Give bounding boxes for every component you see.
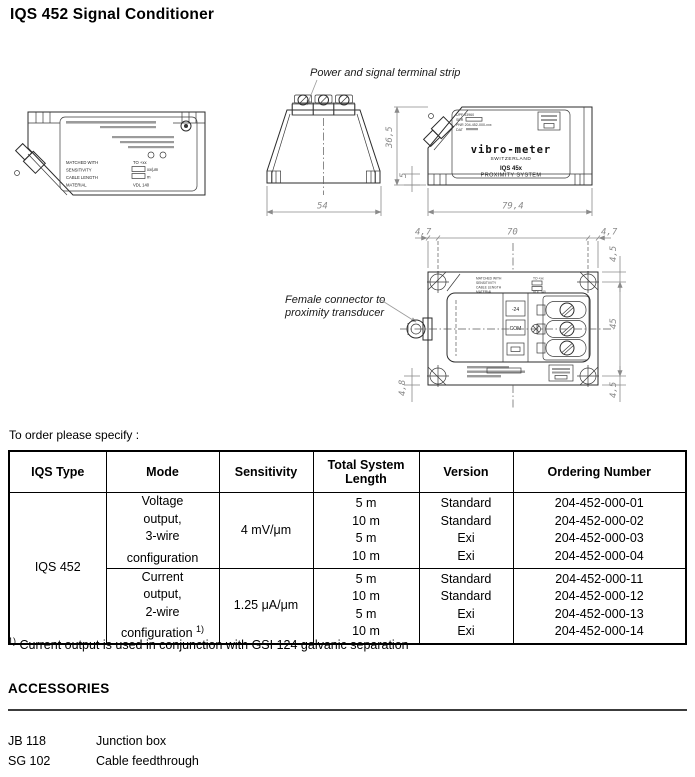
- label-switzerland: SWITZERLAND: [490, 157, 532, 162]
- header-iqs-type: IQS Type: [9, 451, 106, 493]
- dim-54: 54: [317, 201, 328, 212]
- label-unit-m: m: [147, 174, 151, 180]
- mode-line: output,: [143, 511, 182, 526]
- cell-ordering-current: [513, 568, 686, 644]
- header-total-system-length: Total System Length: [313, 451, 419, 493]
- cell-mode-current: [106, 568, 219, 644]
- label-to: TO +xx: [533, 276, 544, 281]
- table-row-voltage: [9, 493, 686, 569]
- label-unit-mv: xx/μm: [147, 167, 159, 172]
- mode-line: configuration: [126, 550, 199, 565]
- mode-line: Voltage: [141, 494, 184, 508]
- annotation-connector-1: Female connector to: [285, 294, 386, 306]
- dim-79-4: 79,4: [502, 201, 524, 212]
- ordering-number: 204-452-000-13: [554, 606, 644, 621]
- label-vdl: VDL 140: [133, 182, 150, 188]
- cell-sensitivity-voltage: 4 mV/μm: [219, 493, 313, 569]
- ordering-number: 204-452-000-14: [554, 624, 644, 639]
- ordering-number: 204-452-000-12: [554, 589, 644, 604]
- mode-line: configuration $^{1)}$: [120, 624, 205, 641]
- dim-70: 70: [507, 227, 518, 238]
- length-value: 10 m: [352, 513, 380, 528]
- label-matched-with: MATCHED WITH: [476, 276, 502, 281]
- page-title: IQS 452 Signal Conditioner: [10, 6, 215, 23]
- version-value: Exi: [457, 548, 475, 563]
- label-matched-with: MATCHED WITH: [66, 160, 99, 165]
- footnote-text: Current output is used in conjunction with GSI 124 galvanic separation: [19, 638, 409, 653]
- version-value: Standard: [440, 571, 492, 586]
- label-proximity-system: PROXIMITY SYSTEM: [480, 172, 542, 179]
- accessory-code: JB 118: [8, 734, 46, 748]
- header-ordering-number: Ordering Number: [513, 451, 686, 493]
- version-value: Standard: [440, 496, 492, 511]
- version-value: Standard: [440, 513, 492, 528]
- terminal-screws: [293, 95, 355, 115]
- leader-line: [307, 80, 317, 105]
- cell-sensitivity-current: 1.25 μA/μm: [219, 568, 313, 644]
- label-upf: UPF 53960: [456, 113, 475, 117]
- cell-versions-current: [419, 568, 513, 644]
- version-value: Exi: [457, 606, 475, 621]
- label-material: MATERIAL: [66, 182, 87, 188]
- order-intro-text: To order please specify :: [9, 428, 140, 442]
- accessories-divider: [8, 709, 687, 711]
- length-value: 5 m: [355, 531, 377, 546]
- length-value: 5 m: [355, 571, 377, 586]
- view-top-right: [385, 107, 592, 216]
- label-cable-length: CABLE LENGTH: [476, 285, 502, 290]
- header-version: Version: [419, 451, 513, 493]
- label-vibro-meter: vibro-meter: [470, 144, 552, 156]
- length-value: 5 m: [355, 496, 377, 511]
- label-material: MATERIAL: [476, 290, 493, 294]
- accessories-heading: ACCESSORIES: [8, 681, 110, 696]
- label-cable-length: CABLE LENGTH: [66, 175, 98, 180]
- terminal-label-neg24: -24: [511, 307, 520, 313]
- cell-ordering-voltage: [513, 493, 686, 569]
- label-vdl: VDL 140: [533, 290, 546, 294]
- label-sensitivity: SENSITIVITY: [476, 281, 497, 285]
- header-mode: Mode: [106, 451, 219, 493]
- accessory-item: [8, 754, 199, 768]
- dim-4-5-bottom: 4,5: [609, 381, 619, 398]
- dim-36-5: 36,5: [385, 126, 395, 148]
- cell-lengths-current: [313, 568, 419, 644]
- ordering-number: 204-452-000-11: [555, 571, 644, 586]
- header-sensitivity: Sensitivity: [219, 451, 313, 493]
- label-to: TO +xx: [133, 160, 147, 165]
- ordering-number: 204-452-000-04: [554, 548, 644, 563]
- length-value: 10 m: [352, 589, 380, 604]
- accessory-code: SG 102: [8, 754, 51, 768]
- length-value: 5 m: [355, 606, 377, 621]
- footnote: [8, 636, 409, 652]
- accessory-description: Cable feedthrough: [96, 754, 199, 768]
- mode-line: 3-wire: [145, 529, 180, 544]
- ordering-number: 204-452-000-02: [554, 513, 644, 528]
- length-value: 10 m: [352, 548, 380, 563]
- label-pnr: PNR 204-452-000-xxx: [456, 123, 492, 127]
- ordering-number: 204-452-000-03: [554, 531, 644, 546]
- label-dat: DAT: [456, 128, 463, 132]
- dim-4-7-left: 4,7: [415, 227, 432, 238]
- label-ser: SER: [456, 118, 464, 122]
- label-sensitivity: SENSITIVITY: [66, 167, 92, 173]
- view-top-detail: [398, 228, 626, 411]
- length-value: 10 m: [352, 624, 380, 639]
- ordering-table: [8, 450, 687, 645]
- version-value: Exi: [457, 531, 475, 546]
- annotation-connector-2: proximity transducer: [285, 307, 385, 319]
- mode-line: output,: [143, 587, 182, 602]
- footnote-marker: 1): [8, 636, 17, 646]
- leader-line: [381, 300, 416, 322]
- cell-versions-voltage: [419, 493, 513, 569]
- label-iqs-45x: IQS 45x: [499, 166, 523, 172]
- dim-5: 5: [399, 172, 409, 178]
- annotation-terminal-strip: Power and signal terminal strip: [310, 67, 461, 79]
- connector-stub: [14, 142, 45, 173]
- cell-lengths-voltage: [313, 493, 419, 569]
- technical-drawing: [0, 60, 695, 425]
- terminal-label-com: COM: [509, 326, 522, 332]
- dim-4-5-top: 4,5: [609, 245, 619, 262]
- cell-iqs-type: IQS 452: [9, 493, 106, 645]
- accessory-item: [8, 734, 167, 748]
- terminal-block: [537, 296, 589, 360]
- table-header-row: [9, 451, 686, 493]
- view-front: [267, 95, 381, 216]
- version-value: Exi: [457, 624, 475, 639]
- version-value: Standard: [440, 589, 492, 604]
- cell-mode-voltage: [106, 493, 219, 569]
- ordering-number: 204-452-000-01: [554, 496, 644, 511]
- table-row-current: [9, 568, 686, 644]
- dim-45: 45: [609, 318, 619, 329]
- accessory-description: Junction box: [96, 734, 167, 748]
- mode-line: 2-wire: [145, 604, 180, 619]
- dim-4-7-right: 4,7: [601, 227, 618, 238]
- dim-4-8: 4,8: [398, 379, 408, 396]
- mode-line: Current: [141, 569, 184, 584]
- view-bottom-left: [14, 112, 205, 195]
